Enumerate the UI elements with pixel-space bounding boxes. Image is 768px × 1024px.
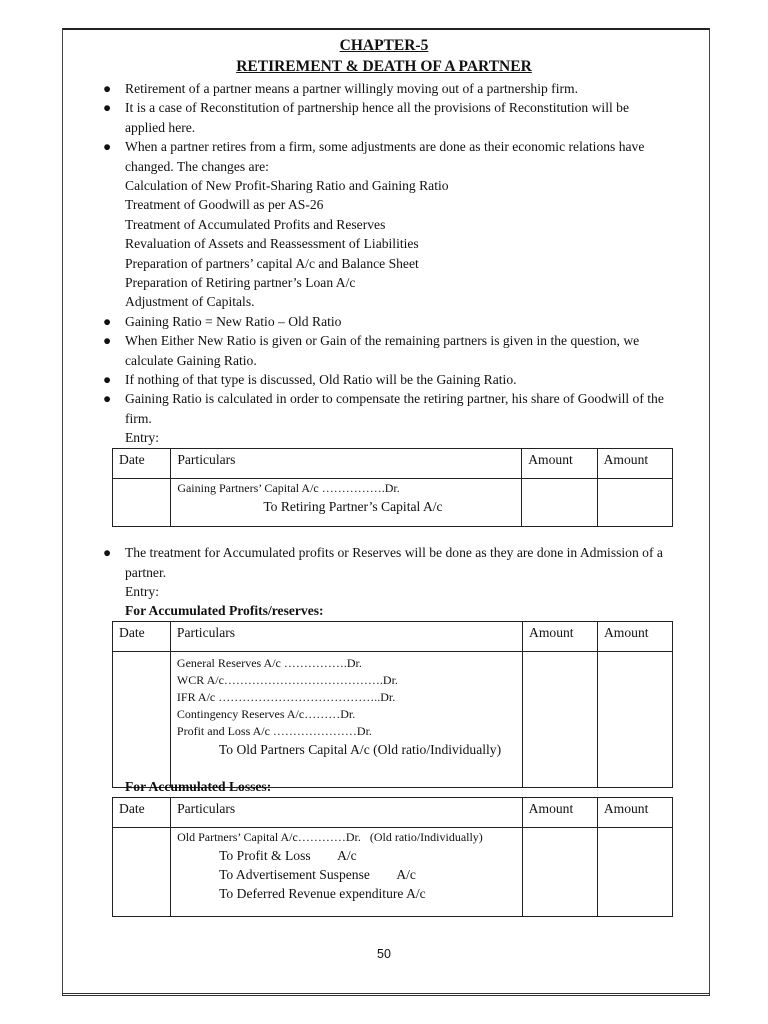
header-date: Date <box>113 622 171 652</box>
journal-line: WCR A/c………………………………….Dr. <box>176 673 398 687</box>
bullet-icon: ● <box>103 314 112 329</box>
text-line: partner. <box>125 565 167 580</box>
text-line: Gaining Ratio is calculated in order to compensate the retiring partner, his share of Goodwill of the <box>125 391 664 406</box>
header-particulars: Particulars <box>171 798 523 828</box>
chapter-heading: RETIREMENT & DEATH OF A PARTNER <box>236 58 532 75</box>
amount-cell <box>597 479 672 527</box>
bullet-icon: ● <box>103 139 112 154</box>
change-item: Calculation of New Profit-Sharing Ratio and Gaining Ratio <box>125 178 449 193</box>
text-line: If nothing of that type is discussed, Old Ratio will be the Gaining Ratio. <box>125 372 517 387</box>
header-particulars: Particulars <box>170 622 522 652</box>
page-bottom-rule <box>62 993 710 996</box>
chapter-title: CHAPTER-5 <box>339 37 429 54</box>
header-amount: Amount <box>597 798 672 828</box>
change-item: Adjustment of Capitals. <box>125 294 255 309</box>
particulars-cell <box>171 479 522 527</box>
text-line: Retirement of a partner means a partner willingly moving out of a partnership firm. <box>125 81 578 96</box>
header-date: Date <box>113 798 171 828</box>
journal-line: To Retiring Partner’s Capital A/c <box>263 499 443 514</box>
header-amount: Amount <box>597 622 672 652</box>
journal-table-losses <box>112 797 673 917</box>
journal-table-profits <box>112 621 673 788</box>
text-line: When a partner retires from a firm, some adjustments are done as their economic relations have <box>125 139 645 154</box>
bullet-icon: ● <box>103 333 112 348</box>
journal-line: IFR A/c …………………………………..Dr. <box>176 690 396 704</box>
section-subheading: For Accumulated Profits/reserves: <box>125 603 324 618</box>
bullet-icon: ● <box>103 81 112 96</box>
journal-table-gaining <box>112 448 673 527</box>
journal-line: To Advertisement Suspense A/c <box>219 867 416 882</box>
date-cell <box>113 828 171 917</box>
entry-label: Entry: <box>125 584 159 599</box>
bullet-icon: ● <box>103 100 112 115</box>
amount-cell <box>597 828 672 917</box>
header-amount: Amount <box>523 622 598 652</box>
journal-line: Contingency Reserves A/c………Dr. <box>176 707 356 721</box>
bullet-icon: ● <box>103 391 112 406</box>
amount-cell <box>522 828 597 917</box>
text-line: When Either New Ratio is given or Gain of the remaining partners is given in the question, we <box>125 333 640 348</box>
bullet-icon: ● <box>103 372 112 387</box>
amount-cell <box>597 652 672 788</box>
particulars-cell <box>171 828 523 917</box>
text-line: applied here. <box>125 120 196 135</box>
amount-cell <box>523 652 598 788</box>
change-item: Revaluation of Assets and Reassessment of Liabilities <box>125 236 419 251</box>
text-line: The treatment for Accumulated profits or Reserves will be done as they are done in Admission of a <box>125 545 663 560</box>
journal-line: Old Partners’ Capital A/c…………Dr. (Old ratio/Individually) <box>177 830 483 844</box>
journal-line: To Profit & Loss A/c <box>219 848 357 863</box>
date-cell <box>113 479 171 527</box>
change-item: Preparation of partners’ capital A/c and Balance Sheet <box>125 256 419 271</box>
header-date: Date <box>113 449 171 479</box>
entry-label: Entry: <box>125 430 159 445</box>
journal-line: General Reserves A/c …………….Dr. <box>176 656 362 670</box>
text-line: firm. <box>125 411 152 426</box>
change-item: Treatment of Accumulated Profits and Reserves <box>125 217 386 232</box>
header-amount: Amount <box>597 449 672 479</box>
text-line: calculate Gaining Ratio. <box>125 353 257 368</box>
page-number: 50 <box>377 947 391 961</box>
amount-cell <box>522 479 597 527</box>
change-item: Treatment of Goodwill as per AS-26 <box>125 197 324 212</box>
journal-line: Gaining Partners’ Capital A/c …………….Dr. <box>177 481 400 495</box>
journal-line: To Deferred Revenue expenditure A/c <box>219 886 426 901</box>
journal-line: To Old Partners Capital A/c (Old ratio/Individually) <box>218 742 502 757</box>
text-line: It is a case of Reconstitution of partnership hence all the provisions of Reconstitution will be <box>125 100 629 115</box>
text-line: Gaining Ratio = New Ratio – Old Ratio <box>125 314 342 329</box>
journal-line: Profit and Loss A/c …………………Dr. <box>176 724 372 738</box>
header-particulars: Particulars <box>171 449 522 479</box>
header-amount: Amount <box>522 449 597 479</box>
particulars-cell <box>170 652 522 788</box>
header-amount: Amount <box>522 798 597 828</box>
section-subheading: For Accumulated Losses: <box>125 779 272 794</box>
change-item: Preparation of Retiring partner’s Loan A/c <box>125 275 356 290</box>
text-line: changed. The changes are: <box>125 159 269 174</box>
bullet-icon: ● <box>103 545 112 560</box>
date-cell <box>113 652 171 788</box>
